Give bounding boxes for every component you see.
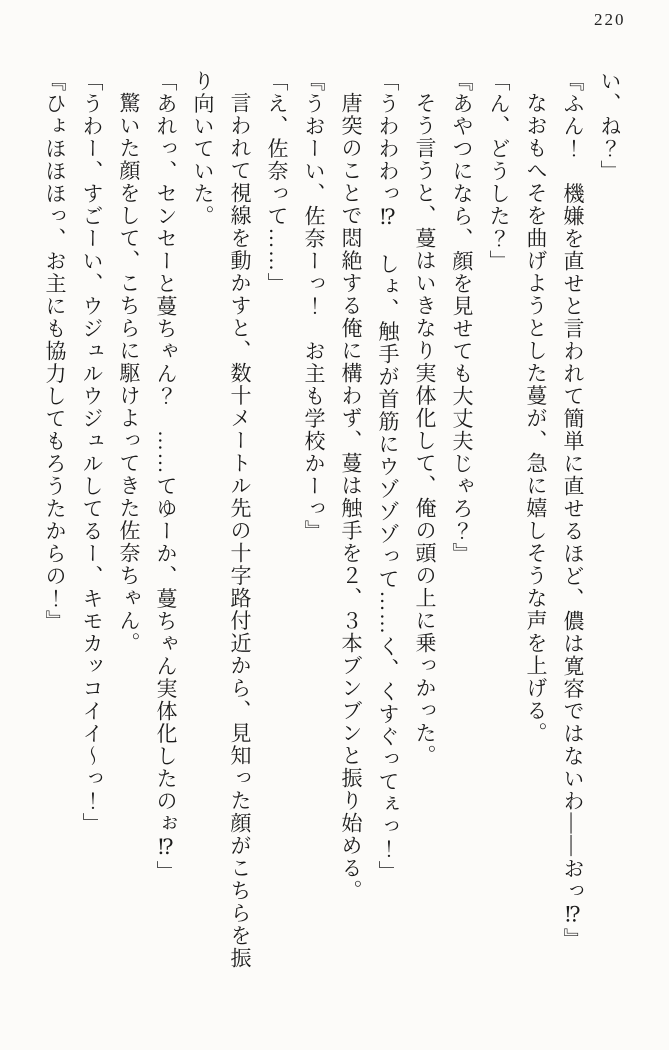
text-line: 「え、佐奈って……」 <box>265 70 289 295</box>
text-line: 『ふん！ 機嫌を直せと言われて簡単に直せるほど、儂は寛容ではないわ――おっ⁉』 <box>561 70 585 951</box>
text-line: そう言うと、蔓はいきなり実体化して、俺の頭の上に乗っかった。 <box>413 92 437 767</box>
text-line: 「ん、どうした？」 <box>487 70 511 273</box>
text-line: 「あれっ、センセーと蔓ちゃん？ ……てゆーか、蔓ちゃん実体化したのぉ⁉」 <box>154 70 178 883</box>
text-line: 言われて視線を動かすと、数十メートル先の十字路付近から、見知った顔がこちらを振 <box>228 92 252 970</box>
text-line: 驚いた顔をして、こちらに駆けよってきた佐奈ちゃん。 <box>117 92 141 655</box>
text-line: 『うおーい、佐奈ーっ！ お主も学校かーっ』 <box>302 70 326 543</box>
text-line: なおもへそを曲げようとした蔓が、急に嬉しそうな声を上げる。 <box>524 92 548 745</box>
text-line: 「うわわわっ⁉ しょ、触手が首筋にウゾゾゾって……く、くすぐってぇっ！」 <box>376 70 400 883</box>
text-line: り向いていた。 <box>191 70 215 228</box>
page-number: 220 <box>594 10 626 29</box>
text-line: 『あやつになら、顔を見せても大丈夫じゃろ？』 <box>450 70 474 565</box>
text-line: い、ね？」 <box>598 70 622 183</box>
text-line: 「うわー、すごーい、ウジュルウジュルしてるー、キモカッコイイ～っ！」 <box>80 70 104 835</box>
text-line: 『ひょほほほっ、お主にも協力してもろうたからの！』 <box>43 70 67 633</box>
text-line: 唐突のことで悶絶する俺に構わず、蔓は触手を２、３本ブンブンと振り始める。 <box>339 92 363 902</box>
vertical-text-block <box>32 70 628 995</box>
